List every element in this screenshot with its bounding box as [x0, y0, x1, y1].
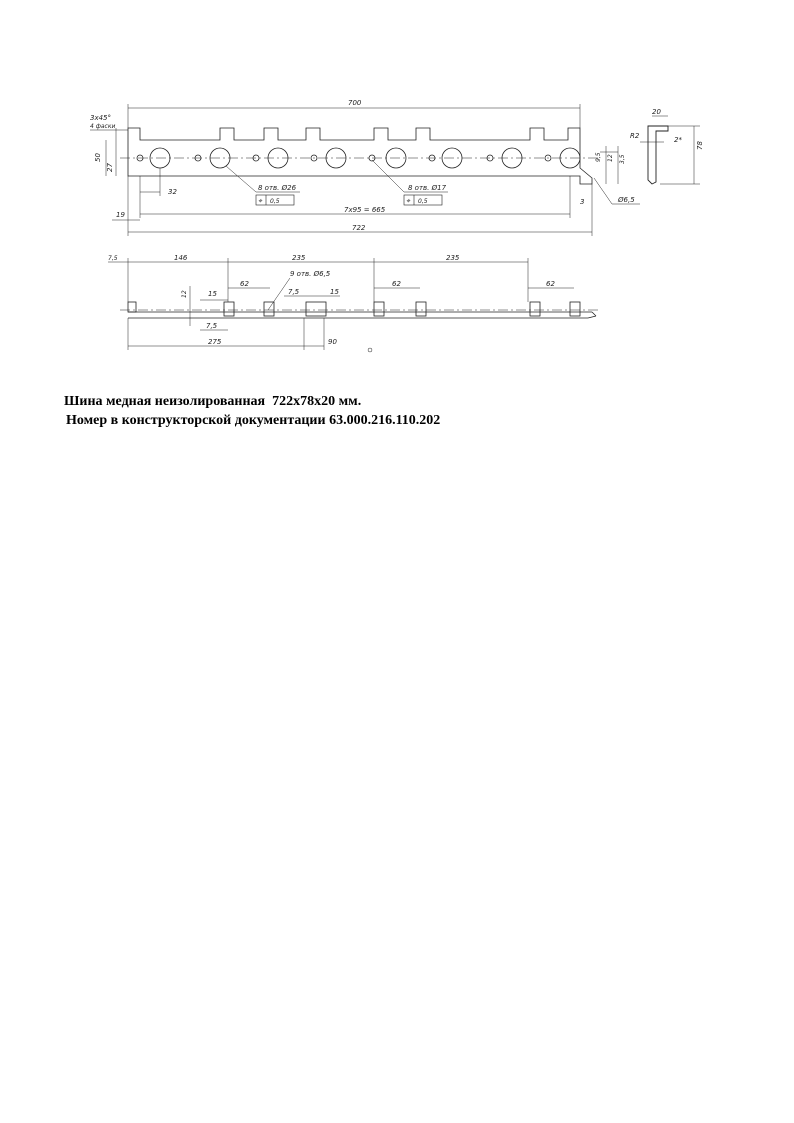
dim-d6-5: Ø6,5: [618, 196, 635, 204]
technical-drawing: [0, 0, 794, 360]
label-holes-26: 8 отв. Ø26: [258, 184, 297, 192]
side-profile: [648, 126, 668, 184]
dim-15b: 15: [330, 288, 339, 296]
dim-2star: 2*: [674, 136, 682, 144]
dim-7-5b: 7,5: [206, 322, 218, 330]
dim-chamfer: 3x45°: [90, 114, 112, 122]
dim-146: 146: [174, 254, 188, 262]
caption-doc-number: Номер в конструкторской документации 63.000.216.110.202: [66, 413, 441, 428]
dim-15a: 15: [208, 290, 217, 298]
dim-235b: 235: [446, 254, 460, 262]
label-holes-6-5: 9 отв. Ø6,5: [290, 270, 331, 278]
dim-62b: 62: [392, 280, 401, 288]
dim-90: 90: [328, 338, 337, 346]
dim-12-bottom: 12: [181, 290, 188, 298]
dim-pitch: 7х95 = 665: [344, 206, 386, 214]
dim-20: 20: [652, 108, 661, 116]
dim-chamfer-note: 4 фаски: [90, 123, 116, 130]
dim-235a: 235: [292, 254, 306, 262]
position-symbol-icon: ⌖: [258, 197, 262, 205]
dim-9-5: 9,5: [595, 152, 602, 162]
dim-3-5: 3,5: [619, 154, 626, 164]
plate-outline: [128, 128, 592, 184]
dim-32: 32: [168, 188, 177, 196]
dim-78: 78: [696, 141, 704, 150]
tol-1: 0,5: [270, 198, 280, 205]
dim-275: 275: [208, 338, 222, 346]
dim-62a: 62: [240, 280, 249, 288]
dim-722: 722: [352, 224, 366, 232]
dim-50: 50: [94, 153, 102, 162]
dim-62c: 62: [546, 280, 555, 288]
dim-r2: R2: [630, 132, 640, 140]
dim-bottom-7-5: 7,5: [108, 255, 118, 262]
position-symbol-icon: ⌖: [406, 197, 410, 205]
dim-3: 3: [580, 198, 585, 206]
dim-19: 19: [116, 211, 125, 219]
tol-2: 0,5: [418, 198, 428, 205]
dim-7-5a: 7,5: [288, 288, 300, 296]
label-holes-17: 8 отв. Ø17: [408, 184, 447, 192]
dim-12: 12: [607, 154, 614, 162]
caption-title: Шина медная неизолированная 722x78x20 мм.: [64, 394, 362, 409]
dim-700: 700: [348, 99, 362, 107]
dim-27: 27: [106, 163, 114, 172]
